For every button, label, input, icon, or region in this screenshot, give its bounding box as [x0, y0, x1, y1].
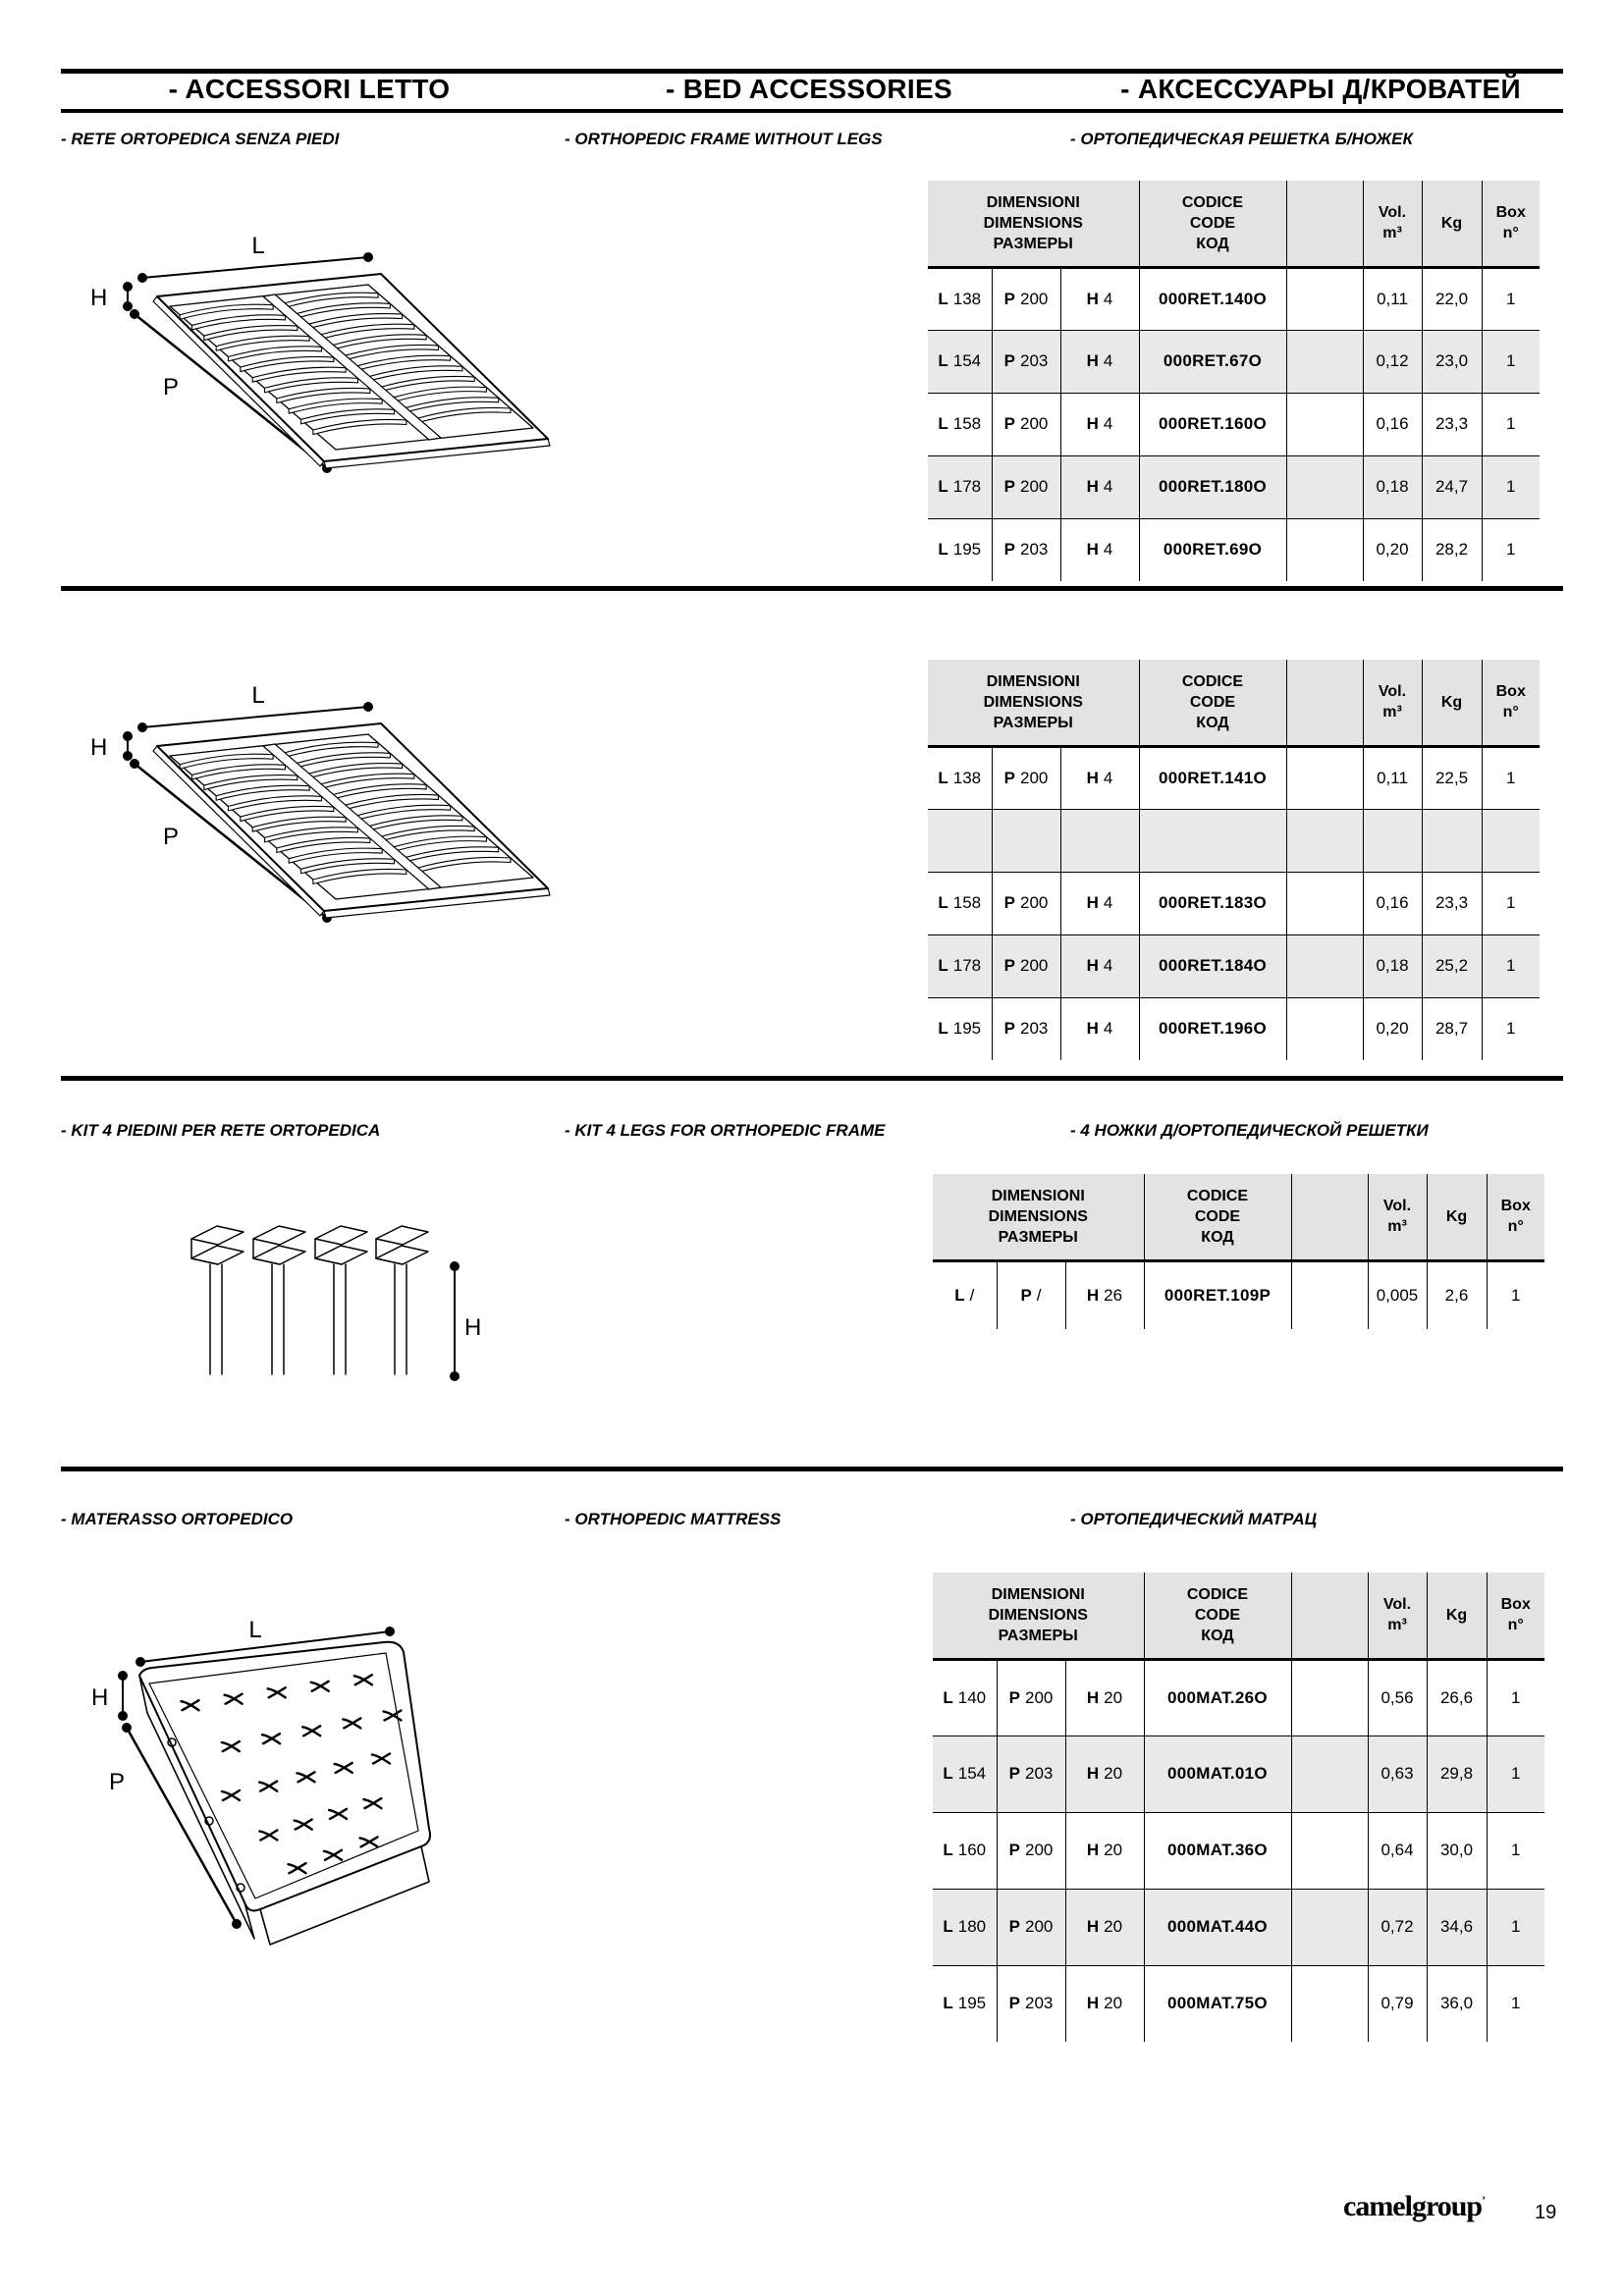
volume-cell: 0,12 — [1363, 330, 1422, 393]
dim-l-cell: L 178 — [928, 455, 992, 518]
dim-l-cell: L 138 — [938, 289, 982, 308]
code-cell: 000RET.184O — [1139, 934, 1286, 997]
note-cell — [1286, 934, 1363, 997]
dim-p-cell: P 203 — [992, 330, 1060, 393]
volume-cell: 0,79 — [1368, 1965, 1427, 2042]
section-mattress-title-it: - MATERASSO ORTOPEDICO — [61, 1510, 294, 1528]
header-box: Box n° — [1487, 1573, 1544, 1659]
box-cell: 1 — [1487, 1659, 1544, 1735]
code-cell: 000RET.141O — [1139, 746, 1286, 809]
header-kg: Kg — [1422, 181, 1482, 267]
mattress-height-label: H — [91, 1684, 109, 1711]
dim-l-cell: L 154 — [933, 1735, 997, 1812]
volume-cell: 0,16 — [1363, 872, 1422, 934]
volume-cell: 0,11 — [1363, 267, 1422, 330]
header-box: Box n° — [1482, 181, 1540, 267]
box-cell: 1 — [1482, 330, 1540, 393]
box-cell: 1 — [1482, 455, 1540, 518]
leg — [253, 1226, 305, 1374]
note-cell — [1286, 330, 1363, 393]
table-row — [928, 518, 1540, 581]
dim-l-cell: L 195 — [933, 1965, 997, 2042]
dim-l-cell: L 158 — [928, 393, 992, 455]
dim-l-cell: L / — [954, 1285, 975, 1305]
dim-p-cell: P 203 — [997, 1965, 1065, 2042]
dim-l-cell: L 160 — [933, 1812, 997, 1889]
brand-logo: camelgroup’ — [1343, 2190, 1486, 2222]
header-note — [1286, 660, 1363, 746]
note-cell — [1291, 1812, 1368, 1889]
code-cell: 000RET.67O — [1139, 330, 1286, 393]
kg-cell: 36,0 — [1427, 1965, 1487, 2042]
brand-mark: ’ — [1482, 2193, 1486, 2207]
volume-cell: 0,18 — [1363, 934, 1422, 997]
header-box: Box n° — [1487, 1174, 1544, 1260]
divider-rule-2 — [61, 1076, 1563, 1081]
divider-rule-1 — [61, 586, 1563, 591]
code-cell: 000RET.69O — [1139, 518, 1286, 581]
volume-cell: 0,20 — [1363, 518, 1422, 581]
volume-cell: 0,72 — [1368, 1889, 1427, 1965]
kg-cell: 29,8 — [1427, 1735, 1487, 1812]
header-volume: Vol. m³ — [1368, 1174, 1427, 1260]
code-cell: 000MAT.44O — [1144, 1889, 1291, 1965]
code-cell: 000MAT.75O — [1144, 1965, 1291, 2042]
box-cell: 1 — [1487, 1260, 1544, 1329]
banner-bottom-rule — [61, 109, 1563, 113]
dim-l-cell: L 180 — [933, 1889, 997, 1965]
box-cell: 1 — [1482, 518, 1540, 581]
note-cell — [1291, 1735, 1368, 1812]
dim-h-cell: H 4 — [1060, 518, 1139, 581]
header-kg: Kg — [1427, 1174, 1487, 1260]
note-cell — [1291, 1889, 1368, 1965]
table-row — [933, 1260, 1544, 1329]
frame1-spec-table — [928, 181, 1540, 581]
dim-l-cell: L 138 — [938, 768, 982, 787]
section-legs-title-en: - KIT 4 LEGS FOR ORTHOPEDIC FRAME — [565, 1121, 886, 1140]
dim-h-cell: H 4 — [1060, 267, 1139, 330]
volume-cell: 0,20 — [1363, 997, 1422, 1060]
kg-cell: 26,6 — [1427, 1659, 1487, 1735]
orthopedic-frame-drawing-1 — [69, 226, 579, 491]
box-cell: 1 — [1487, 1889, 1544, 1965]
table-header-row — [933, 1573, 1544, 1659]
dim-l-cell — [928, 809, 992, 872]
table-header-row — [928, 181, 1540, 267]
dim-h-cell: H 20 — [1065, 1812, 1144, 1889]
dim-p-cell: P 200 — [992, 934, 1060, 997]
dim-p-cell: P 200 — [997, 1812, 1065, 1889]
note-cell — [1286, 518, 1363, 581]
code-cell: 000MAT.36O — [1144, 1812, 1291, 1889]
table-row — [933, 1659, 1544, 1735]
table-row — [928, 809, 1540, 872]
kg-cell: 23,0 — [1422, 330, 1482, 393]
volume-cell: 0,11 — [1363, 746, 1422, 809]
header-kg: Kg — [1422, 660, 1482, 746]
code-cell: 000MAT.01O — [1144, 1735, 1291, 1812]
box-cell: 1 — [1482, 934, 1540, 997]
header-code: CODICE CODE КОД — [1139, 660, 1286, 746]
dim-l-cell: L 154 — [928, 330, 992, 393]
note-cell — [1286, 809, 1363, 872]
mattress-depth-label: P — [109, 1769, 126, 1795]
volume-cell: 0,18 — [1363, 455, 1422, 518]
header-code: CODICE CODE КОД — [1144, 1174, 1291, 1260]
code-cell — [1139, 809, 1286, 872]
box-cell: 1 — [1482, 393, 1540, 455]
volume-cell: 0,64 — [1368, 1812, 1427, 1889]
table-row — [928, 746, 1540, 809]
table-row — [933, 1889, 1544, 1965]
box-cell — [1482, 809, 1540, 872]
header-code: CODICE CODE КОД — [1144, 1573, 1291, 1659]
legs-kit-drawing — [113, 1209, 486, 1406]
header-note — [1286, 181, 1363, 267]
box-cell: 1 — [1482, 746, 1540, 809]
mattress-length-label: L — [248, 1617, 262, 1643]
volume-cell: 0,56 — [1368, 1659, 1427, 1735]
kg-cell: 23,3 — [1422, 393, 1482, 455]
header-volume: Vol. m³ — [1368, 1573, 1427, 1659]
note-cell — [1286, 455, 1363, 518]
code-cell: 000RET.140O — [1139, 267, 1286, 330]
section-frame-title-en: - ORTHOPEDIC FRAME WITHOUT LEGS — [565, 130, 883, 148]
dim-l-cell: L 195 — [928, 997, 992, 1060]
code-cell: 000RET.160O — [1139, 393, 1286, 455]
kg-cell: 28,7 — [1422, 997, 1482, 1060]
header-note — [1291, 1573, 1368, 1659]
dim-p-cell: P 203 — [997, 1735, 1065, 1812]
header-note — [1291, 1174, 1368, 1260]
box-cell: 1 — [1482, 872, 1540, 934]
section-legs-title-ru: - 4 НОЖКИ Д/ОРТОПЕДИЧЕСКОЙ РЕШЕТКИ — [1070, 1121, 1429, 1140]
header-volume: Vol. m³ — [1363, 181, 1422, 267]
kg-cell: 34,6 — [1427, 1889, 1487, 1965]
note-cell — [1286, 872, 1363, 934]
table-row — [928, 330, 1540, 393]
box-cell: 1 — [1482, 997, 1540, 1060]
section-legs-title-it: - KIT 4 PIEDINI PER RETE ORTOPEDICA — [61, 1121, 381, 1140]
dim-h-cell: H 4 — [1060, 997, 1139, 1060]
dim-h-cell: H 4 — [1060, 455, 1139, 518]
section-frame-title-ru: - ОРТОПЕДИЧЕСКАЯ РЕШЕТКА Б/НОЖЕК — [1070, 130, 1413, 148]
table-row — [928, 393, 1540, 455]
note-cell — [1291, 1659, 1368, 1735]
box-cell: 1 — [1487, 1812, 1544, 1889]
section-mattress-title-ru: - ОРТОПЕДИЧЕСКИЙ МАТРАЦ — [1070, 1510, 1318, 1528]
kg-cell: 23,3 — [1422, 872, 1482, 934]
note-cell — [1291, 1965, 1368, 2042]
header-volume: Vol. m³ — [1363, 660, 1422, 746]
dim-p-cell — [992, 809, 1060, 872]
dim-p-cell: P 200 — [997, 1889, 1065, 1965]
header-box: Box n° — [1482, 660, 1540, 746]
header-dimensions: DIMENSIONI DIMENSIONS РАЗМЕРЫ — [928, 660, 1139, 746]
dim-p-cell: P 200 — [992, 267, 1060, 330]
kg-cell: 28,2 — [1422, 518, 1482, 581]
legs-spec-table — [933, 1174, 1544, 1329]
header-dimensions: DIMENSIONI DIMENSIONS РАЗМЕРЫ — [933, 1174, 1144, 1260]
note-cell — [1286, 393, 1363, 455]
dim-p-cell: P 200 — [997, 1659, 1065, 1735]
legs-height-label: H — [464, 1314, 482, 1341]
table-row — [928, 872, 1540, 934]
dim-h-cell — [1060, 809, 1139, 872]
dim-h-cell: H 4 — [1060, 872, 1139, 934]
code-cell: 000RET.109P — [1144, 1260, 1291, 1329]
dim-p-cell: P / — [997, 1260, 1065, 1329]
dim-h-cell: H 4 — [1060, 393, 1139, 455]
dim-p-cell: P 203 — [992, 997, 1060, 1060]
note-cell — [1291, 1260, 1368, 1329]
header-dimensions: DIMENSIONI DIMENSIONS РАЗМЕРЫ — [933, 1573, 1144, 1659]
box-cell: 1 — [1482, 267, 1540, 330]
note-cell — [1286, 746, 1363, 809]
dim-h-cell: H 20 — [1065, 1889, 1144, 1965]
divider-rule-3 — [61, 1467, 1563, 1471]
dim-h-cell: H 20 — [1065, 1965, 1144, 2042]
dim-p-cell: P 203 — [992, 518, 1060, 581]
dim-h-cell: H 4 — [1060, 746, 1139, 809]
box-cell: 1 — [1487, 1735, 1544, 1812]
dim-h-cell: H 4 — [1060, 330, 1139, 393]
code-cell: 000RET.180O — [1139, 455, 1286, 518]
dim-h-cell: H 4 — [1060, 934, 1139, 997]
table-row — [928, 997, 1540, 1060]
box-cell: 1 — [1487, 1965, 1544, 2042]
dim-l-cell: L 195 — [928, 518, 992, 581]
dim-p-cell: P 200 — [992, 746, 1060, 809]
table-row — [928, 934, 1540, 997]
table-row — [933, 1735, 1544, 1812]
dim-h-cell: H 20 — [1065, 1735, 1144, 1812]
dim-p-cell: P 200 — [992, 393, 1060, 455]
dim-l-cell: L 158 — [928, 872, 992, 934]
code-cell: 000MAT.26O — [1144, 1659, 1291, 1735]
banner-title-ru: - АКСЕССУАРЫ Д/КРОВАТЕЙ — [1120, 74, 1521, 104]
volume-cell: 0,63 — [1368, 1735, 1427, 1812]
kg-cell: 30,0 — [1427, 1812, 1487, 1889]
note-cell — [1286, 997, 1363, 1060]
volume-cell: 0,005 — [1368, 1260, 1427, 1329]
note-cell — [1286, 267, 1363, 330]
dim-p-cell: P 200 — [992, 455, 1060, 518]
table-header-row — [933, 1174, 1544, 1260]
orthopedic-frame-drawing-2 — [69, 675, 579, 940]
header-kg: Kg — [1427, 1573, 1487, 1659]
code-cell: 000RET.196O — [1139, 997, 1286, 1060]
dim-l-cell: L 140 — [943, 1687, 987, 1707]
kg-cell — [1422, 809, 1482, 872]
header-dimensions: DIMENSIONI DIMENSIONS РАЗМЕРЫ — [928, 181, 1139, 267]
kg-cell: 22,5 — [1422, 746, 1482, 809]
banner-title-en: - BED ACCESSORIES — [666, 74, 952, 104]
frame2-spec-table — [928, 660, 1540, 1060]
page-number: 19 — [1535, 2202, 1557, 2223]
dim-h-cell: H 20 — [1065, 1659, 1144, 1735]
header-code: CODICE CODE КОД — [1139, 181, 1286, 267]
table-row — [933, 1965, 1544, 2042]
volume-cell: 0,16 — [1363, 393, 1422, 455]
leg — [315, 1226, 367, 1374]
leg — [376, 1226, 428, 1374]
kg-cell: 24,7 — [1422, 455, 1482, 518]
table-row — [928, 267, 1540, 330]
banner-title-it: - ACCESSORI LETTO — [168, 74, 451, 104]
table-row — [933, 1812, 1544, 1889]
volume-cell — [1363, 809, 1422, 872]
dim-l-cell: L 178 — [928, 934, 992, 997]
mattress-drawing — [54, 1590, 466, 1953]
kg-cell: 2,6 — [1427, 1260, 1487, 1329]
mattress-spec-table — [933, 1573, 1544, 2042]
kg-cell: 25,2 — [1422, 934, 1482, 997]
dim-p-cell: P 200 — [992, 872, 1060, 934]
table-row — [928, 455, 1540, 518]
section-mattress-title-en: - ORTHOPEDIC MATTRESS — [565, 1510, 782, 1528]
table-header-row — [928, 660, 1540, 746]
code-cell: 000RET.183O — [1139, 872, 1286, 934]
dim-h-cell: H 26 — [1065, 1260, 1144, 1329]
kg-cell: 22,0 — [1422, 267, 1482, 330]
leg — [191, 1226, 244, 1374]
section-frame-title-it: - RETE ORTOPEDICA SENZA PIEDI — [61, 130, 340, 148]
